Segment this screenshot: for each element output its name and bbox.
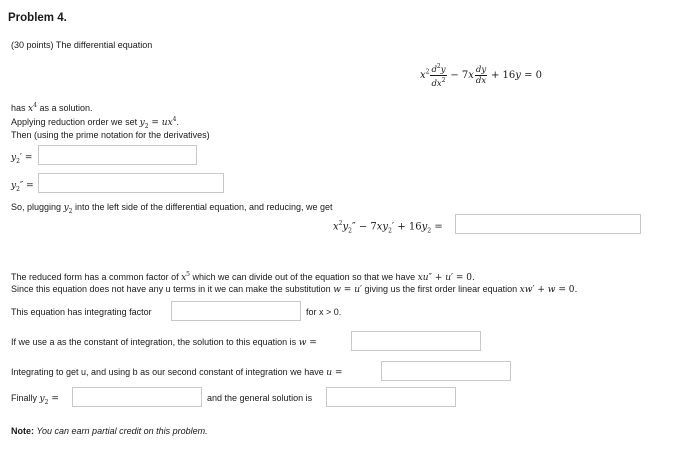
plugging-text: So, plugging $y_2$ into the left side of the differential equation, and reducing, we get — [11, 202, 333, 215]
differential-equation: $x^2$ $\frac{d^2y}{dx^2}$ − 7x $\frac{dy}{dx}$ + 16y = 0 — [420, 63, 542, 89]
y2-prime-label: $y_2'$ = — [11, 153, 33, 165]
u-solution-input[interactable] — [381, 361, 511, 381]
note — [11, 426, 208, 436]
note-text: You can earn partial credit on this problem. — [36, 426, 208, 436]
constant-a-text: If we use a as the constant of integration, the solution to this equation is w = — [11, 337, 317, 348]
reduced-form-text: The reduced form has a common factor of $x^5$ which we can divide out of the equation so that we have xu″ + u′ = 0. — [11, 271, 475, 283]
problem-title: Problem 4. — [8, 12, 67, 24]
has-solution-text: has $x^4$ as a solution. — [11, 102, 93, 114]
y2-double-prime-input[interactable] — [38, 173, 224, 193]
y2-prime-input[interactable] — [38, 145, 197, 165]
general-solution-input[interactable] — [326, 387, 456, 407]
reduced-expression-input[interactable] — [455, 214, 641, 234]
integrating-factor-input[interactable] — [171, 301, 301, 321]
since-text: Since this equation does not have any u terms in it we can make the substitution w = u′ giving us the first order linear equation xw′ + w = 0. — [11, 284, 578, 295]
then-text: Then (using the prime notation for the derivatives) — [11, 130, 210, 140]
problem-intro: (30 points) The differential equation — [11, 40, 153, 50]
w-solution-input[interactable] — [351, 331, 481, 351]
y2-final-input[interactable] — [72, 387, 202, 407]
integrating-factor-label: This equation has integrating factor — [11, 307, 152, 317]
finally-label: Finally $y_2$ = — [11, 393, 59, 406]
note-label: Note: — [11, 426, 34, 436]
integrating-b-text: Integrating to get u, and using b as our second constant of integration we have u = — [11, 367, 343, 378]
general-solution-label: and the general solution is — [207, 393, 313, 403]
applying-text: Applying reduction order we set $y_2 = ux^4$. — [11, 116, 179, 130]
y2-double-prime-label: $y_2''$ = — [11, 181, 34, 193]
for-x-label: for x > 0. — [306, 307, 342, 317]
reduced-equation-label: $x^2y_2'' - 7xy_2' + 16y_2$ = — [333, 220, 443, 235]
